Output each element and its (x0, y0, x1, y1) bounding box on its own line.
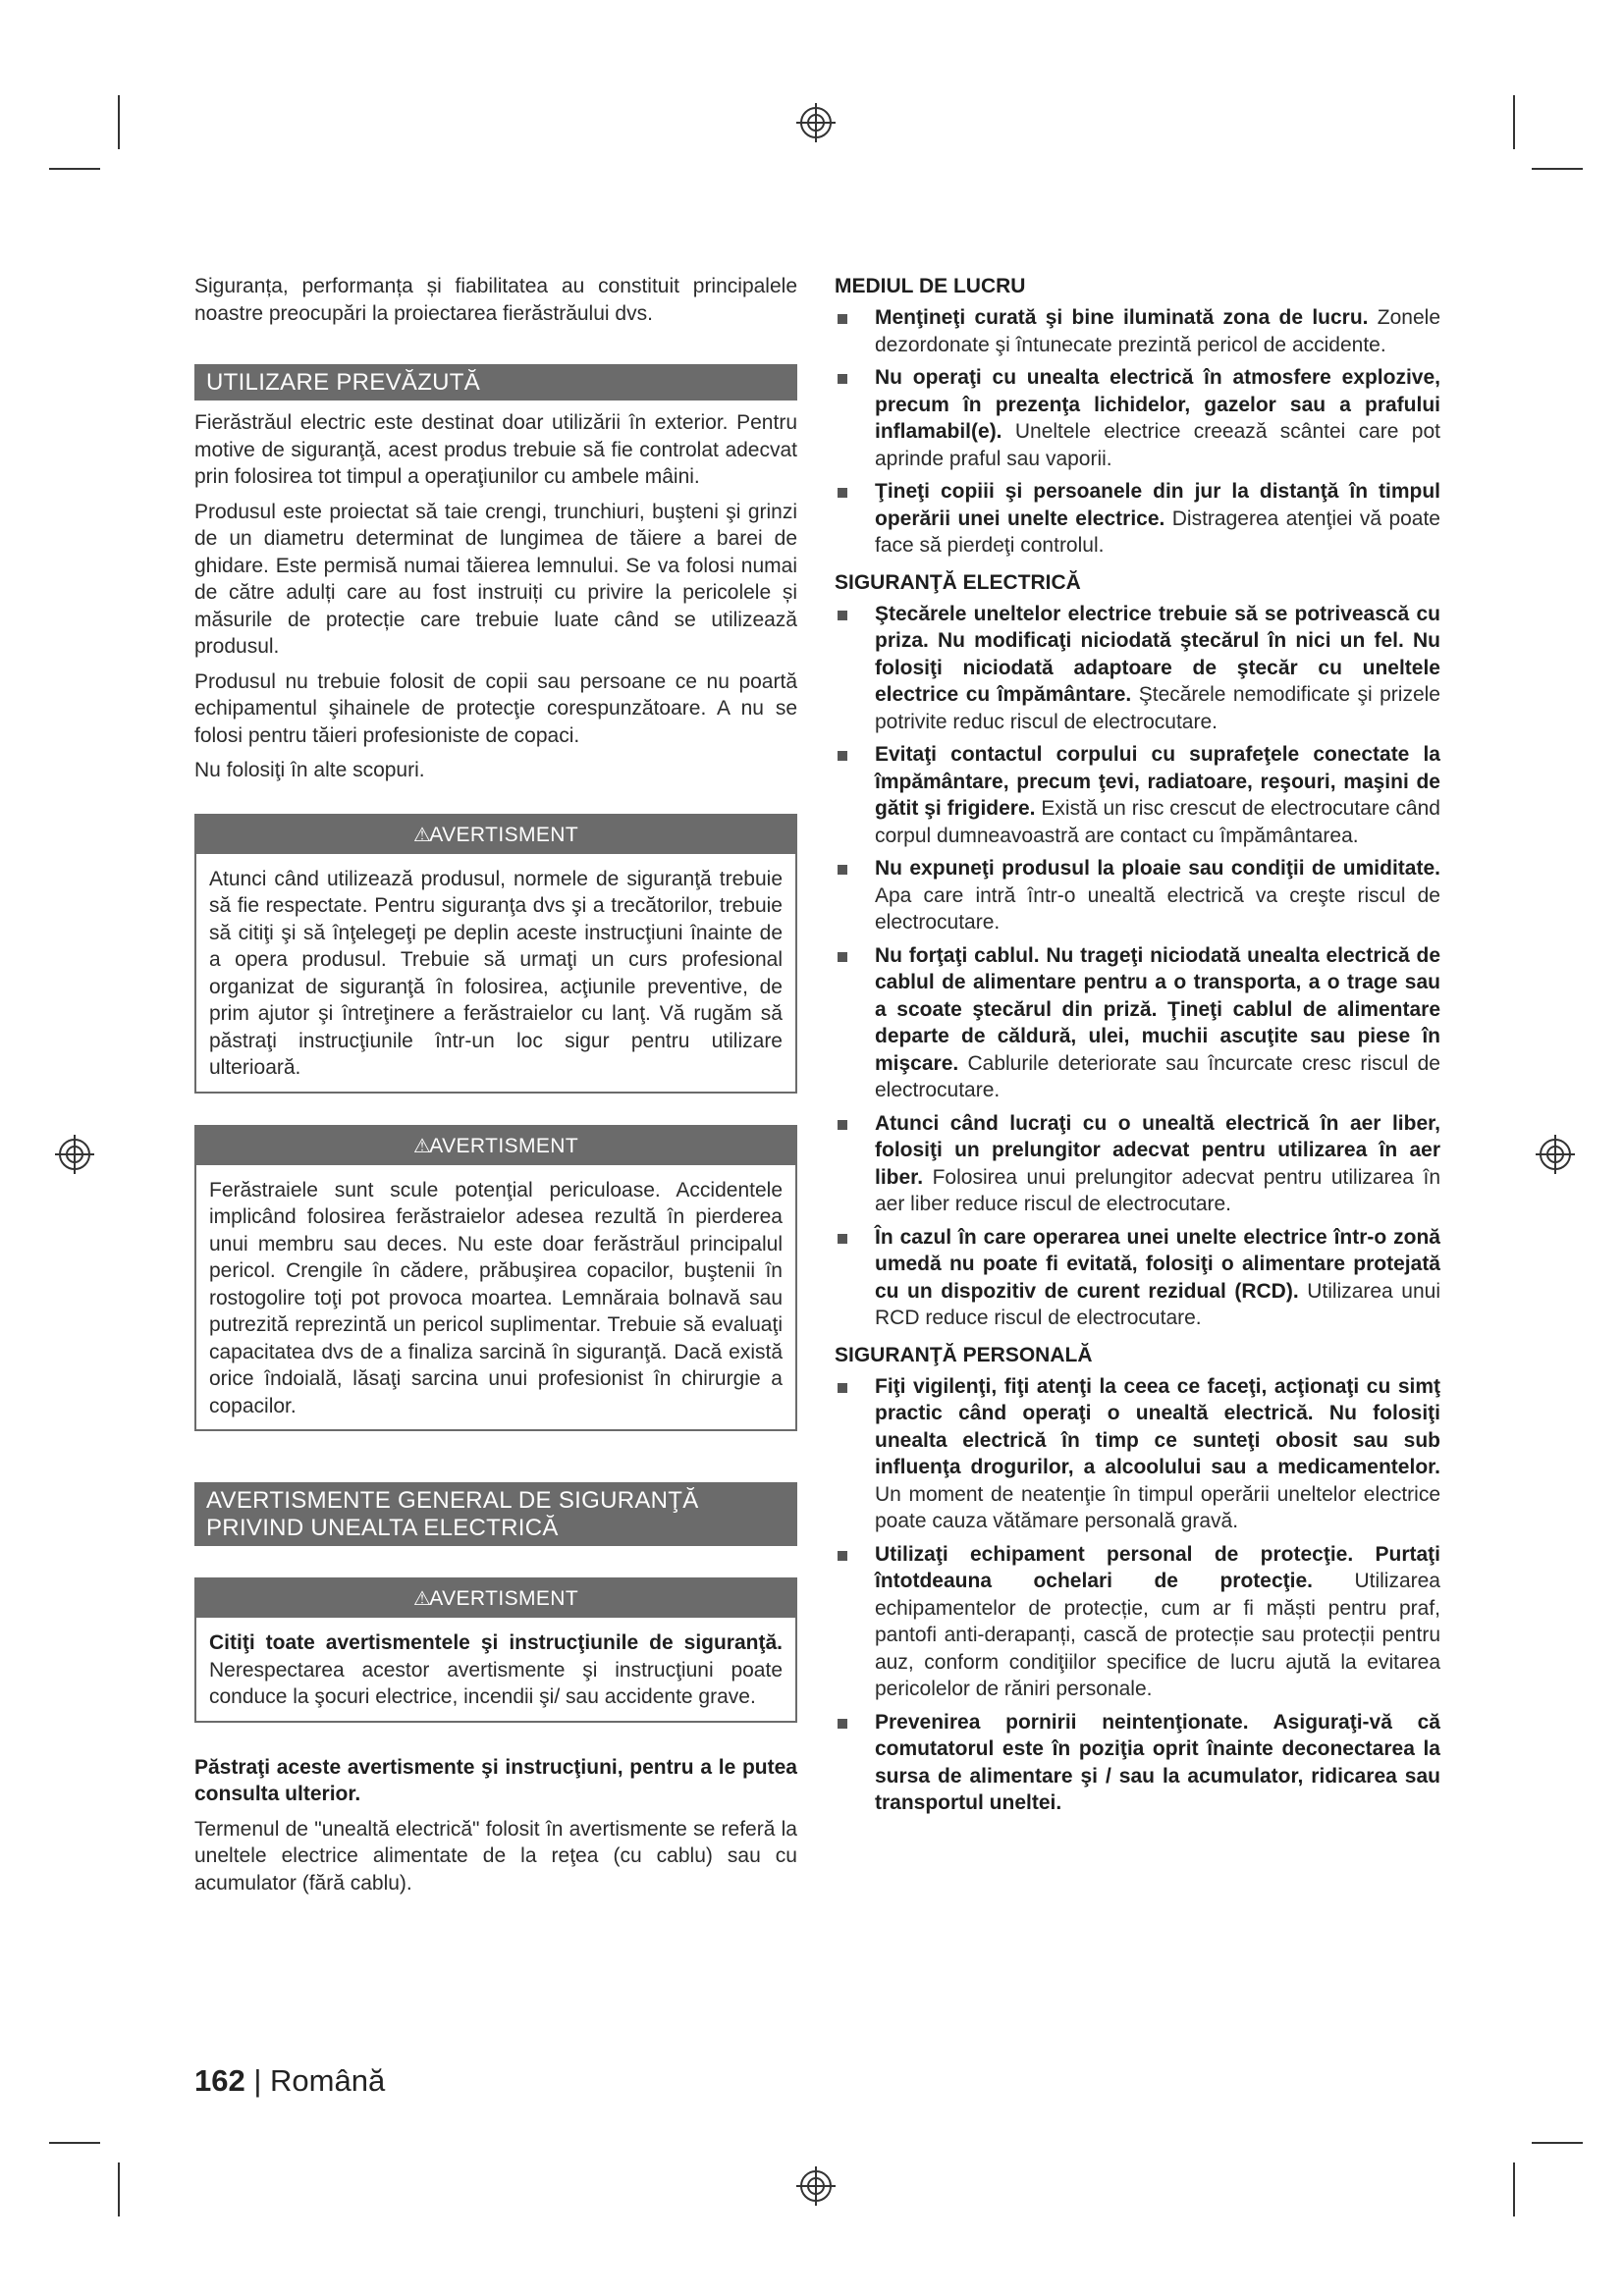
general-safety-heading (194, 1482, 797, 1546)
crop-mark (1532, 168, 1583, 170)
work-area-heading: MEDIUL DE LUCRU (835, 275, 1026, 297)
list-item (835, 1110, 1440, 1218)
registration-mark-icon (1536, 1135, 1575, 1174)
list-item-text: Există un risc crescut de electrocutare când corpul dumneavoastră are contact cu împământarea. (875, 797, 1440, 847)
personal-safety-heading: SIGURANŢĂ PERSONALĂ (835, 1343, 1093, 1366)
warning-label: AVERTISMENT (429, 1587, 579, 1610)
list-item (835, 1541, 1440, 1703)
warning-triangle-icon: ⚠ (412, 1588, 432, 1610)
list-item-text: Folosirea unui prelungitor adecvat pentru utilizarea în aer liber reduce riscul de electrocutare. (875, 1165, 1440, 1215)
electrical-safety-list (835, 601, 1440, 1332)
crop-mark (1513, 95, 1515, 149)
warning-body (196, 1618, 795, 1721)
crop-mark (118, 2163, 120, 2216)
warning-triangle-icon: ⚠ (412, 824, 432, 846)
warning-header (196, 1127, 795, 1165)
crop-mark (1513, 2163, 1515, 2216)
list-item-bold: Utilizaţi echipament personal de protecţie. Purtaţi întotdeauna ochelari de protecţie. (875, 1542, 1440, 1592)
registration-mark-icon (55, 1135, 94, 1174)
intended-use-heading: UTILIZARE PREVĂZUTĂ (194, 364, 797, 400)
list-item (835, 855, 1440, 936)
list-item-text: Un moment de neatenţie în timpul operării uneltelor electrice poate cauza vătămare personală gravă. (875, 1482, 1440, 1532)
keep-instructions-bold: Păstraţi aceste avertismente şi instrucţiuni, pentru a le putea consulta ulterior. (194, 1755, 797, 1805)
list-item-bold: Ţineţi copiii şi persoanele din jur la distanţă în timpul operării unei unelte electrice. (875, 480, 1440, 530)
right-column (835, 273, 1440, 1827)
list-item (835, 1224, 1440, 1332)
list-item (835, 601, 1440, 736)
list-item (835, 741, 1440, 849)
warning-text (209, 1629, 783, 1711)
warning-body (196, 854, 795, 1092)
warning-triangle-icon: ⚠ (412, 1135, 432, 1157)
work-area-list (835, 304, 1440, 560)
crop-mark (49, 2142, 100, 2144)
list-item-bold: Nu operaţi cu unealta electrică în atmosfere explozive, precum în prezenţa lichidelor, gazelor sau a prafului inflamabil(e). (875, 366, 1440, 443)
general-safety-heading-line1: AVERTISMENTE GENERAL DE SIGURANŢĂ (206, 1487, 699, 1514)
warning-box-read-instructions (194, 1577, 797, 1723)
warning-text: Atunci când utilizează produsul, normele de siguranţă trebuie să fie respectate. Pentru siguranţa dvs şi a trecătorilor, trebuie să citiţi şi să înţelegeţi pe deplin aceste instrucţiuni înainte de a opera produsul. Trebuie să urmaţi un curs profesional organizat de siguranţă în folosirea, acţiunile preventive, de prim ajutor şi întreţinere a ferăstraielor cu lanţ. Vă rugăm să păstraţi instrucţiunile într-un loc sigur pentru utilizare ulterioară. (209, 867, 783, 1079)
warning-bold-text: Citiţi toate avertismentele şi instrucţiunile de siguranţă. (209, 1631, 783, 1654)
footer-language: Română (270, 2063, 386, 2098)
warning-normal-text: Nerespectarea acestor avertismente şi instrucţiuni poate conduce la şocuri electrice, incendii şi/ sau accidente grave. (209, 1658, 783, 1708)
page-number: 162 (194, 2063, 245, 2098)
intended-use-p1: Fierăstrăul electric este destinat doar utilizării în exterior. Pentru motive de siguranţă, acest produs trebuie să fie controlat adecvat prin folosirea tot timpul a operaţiunilor cu ambele mâini. (194, 411, 797, 488)
warning-text: Ferăstraiele sunt scule potenţial periculoase. Accidentele implicând folosirea ferăstraielor adesea rezultă în pierderea unui membru sau deces. Nu este doar ferăstrăul principalul pericol. Crengile în cădere, prăbuşirea copacilor, buştenii în rostogolire toţi pot provoca moartea. Lemnăraia bolnavă sau putrezită reprezintă un pericol suplimentar. Trebuie să evaluaţi capacitatea dvs de a finaliza sarcină în siguranţă. Dacă există orice îndoială, lăsaţi sarcina unui profesionist în chirurgie a copacilor. (209, 1178, 783, 1417)
general-safety-heading-line2: PRIVIND UNEALTA ELECTRICĂ (206, 1515, 559, 1541)
warning-box-saw-danger (194, 1125, 797, 1432)
list-item-bold: Menţineţi curată şi bine iluminată zona de lucru. (875, 306, 1369, 329)
list-item-bold: Nu expuneţi produsul la ploaie sau condiţii de umiditate. (875, 857, 1440, 880)
list-item (835, 364, 1440, 472)
list-item-text: Distragerea atenţiei vă poate face să pierdeţi controlul. (875, 507, 1440, 557)
left-column (194, 273, 797, 1904)
warning-header (196, 1579, 795, 1618)
list-item-text: Utilizarea unui RCD reduce riscul de electrocutare. (875, 1279, 1440, 1329)
list-item-text: Apa care intră într-o unealtă electrică va creşte riscul de electrocutare. (875, 883, 1440, 934)
list-item-bold: Nu forţaţi cablul. Nu trageţi niciodată unealta electrică de cablul de alimentare pentru a o transporta, a o trage sau a scoate ştecărul din priză. Ţineţi cablul de alimentare departe de căldură, ulei, muchii ascuţite sau piese în mişcare. (875, 943, 1440, 1075)
electrical-safety-heading: SIGURANŢĂ ELECTRICĂ (835, 570, 1081, 594)
warning-label: AVERTISMENT (429, 1134, 579, 1157)
intended-use-p3: Produsul nu trebuie folosit de copii sau persoane ce nu poartă echipamentul şihainele de protecţie corespunzătoare. A nu se folosi pentru tăieri profesioniste de copaci. (194, 669, 797, 747)
page-footer (194, 2063, 385, 2099)
list-item (835, 1709, 1440, 1817)
crop-mark (1532, 2142, 1583, 2144)
crop-mark (49, 168, 100, 170)
registration-mark-icon (796, 2166, 836, 2206)
warning-label: AVERTISMENT (429, 823, 579, 846)
intended-use-p4: Nu folosiţi în alte scopuri. (194, 759, 425, 781)
list-item (835, 942, 1440, 1104)
list-item-text: Cablurile deteriorate sau încurcate cresc riscul de electrocutare. (875, 1051, 1440, 1101)
keep-instructions-text (194, 1754, 797, 1808)
list-item-bold: În cazul în care operarea unei unelte electrice într-o zonă umedă nu poate fi evitată, folosiţi o alimentare protejată cu un dispozitiv de curent rezidual (RCD). (875, 1225, 1440, 1303)
list-item-bold: Evitaţi contactul corpului cu suprafeţele conectate la împământare, precum ţevi, radiatoare, reşouri, maşini de gătit şi frigidere. (875, 743, 1440, 820)
registration-mark-icon (796, 103, 836, 142)
footer-separator: | (253, 2063, 262, 2098)
list-item-bold: Fiţi vigilenţi, fiţi atenţi la ceea ce faceţi, acţionaţi cu simţ practic când operaţi o unealtă electrică. Nu folosiţi unealta electrică în timp ce sunteţi obosit sau sub influenţa drogurilor, a alcoolului sau a medicamentelor. (875, 1374, 1440, 1478)
list-item-text: Utilizarea echipamentelor de protecție, cum ar fi măști pentru praf, pantofi anti-derapanți, cască de protecție sau protecții pentru auz, conform condiţiilor specifice de lucru ajută la evitarea pericolelor de răniri personale. (875, 1570, 1440, 1700)
warning-box-usage (194, 814, 797, 1094)
intended-use-p2: Produsul este proiectat să taie crengi, trunchiuri, buşteni şi grinzi de un diametru determinat de lungimea de tăiere a barei de ghidare. Este permisă numai tăierea lemnului. Se va folosi numai de către adulți care au fost instruiți cu privire la pericolele și măsurile de protecție care trebuie luate când se utilizează produsul. (194, 500, 797, 658)
warning-header (196, 816, 795, 854)
intro-text: Siguranța, performanța și fiabilitatea au constituit principalele noastre preocupări la proiectarea fierăstrăului dvs. (194, 275, 797, 325)
personal-safety-list (835, 1373, 1440, 1817)
list-item-text: Zonele dezordonate şi întunecate prezintă pericol de accidente. (875, 306, 1441, 356)
power-tool-term-text: Termenul de "unealtă electrică" folosit în avertismente se referă la uneltele electrice alimentate de la reţea (cu cablu) sau cu acumulator (fără cablu). (194, 1817, 797, 1895)
list-item-bold: Ştecărele uneltelor electrice trebuie să se potrivească cu priza. Nu modificaţi niciodată ştecărul în nici un fel. Nu folosiţi niciodată adaptoare de ştecăr cu uneltele electrice cu împământare. (875, 602, 1440, 706)
list-item-bold: Prevenirea pornirii neintenţionate. Asiguraţi-vă că comutatorul este în poziţia oprit înainte deconectarea la sursa de alimentare şi / sau la acumulator, ridicarea sau transportul uneltei. (875, 1710, 1440, 1814)
list-item (835, 304, 1440, 358)
list-item (835, 1373, 1440, 1535)
list-item (835, 478, 1440, 560)
list-item-text: Uneltele electrice creează scântei care pot aprinde praful sau vaporii. (875, 420, 1440, 470)
list-item-bold: Atunci când lucraţi cu o unealtă electrică în aer liber, folosiţi un prelungitor adecvat pentru utilizarea în aer liber. (875, 1111, 1440, 1189)
warning-body (196, 1165, 795, 1430)
crop-mark (118, 95, 120, 149)
list-item-text: Ştecărele nemodificate şi prizele potrivite reduc riscul de electrocutare. (875, 683, 1440, 733)
